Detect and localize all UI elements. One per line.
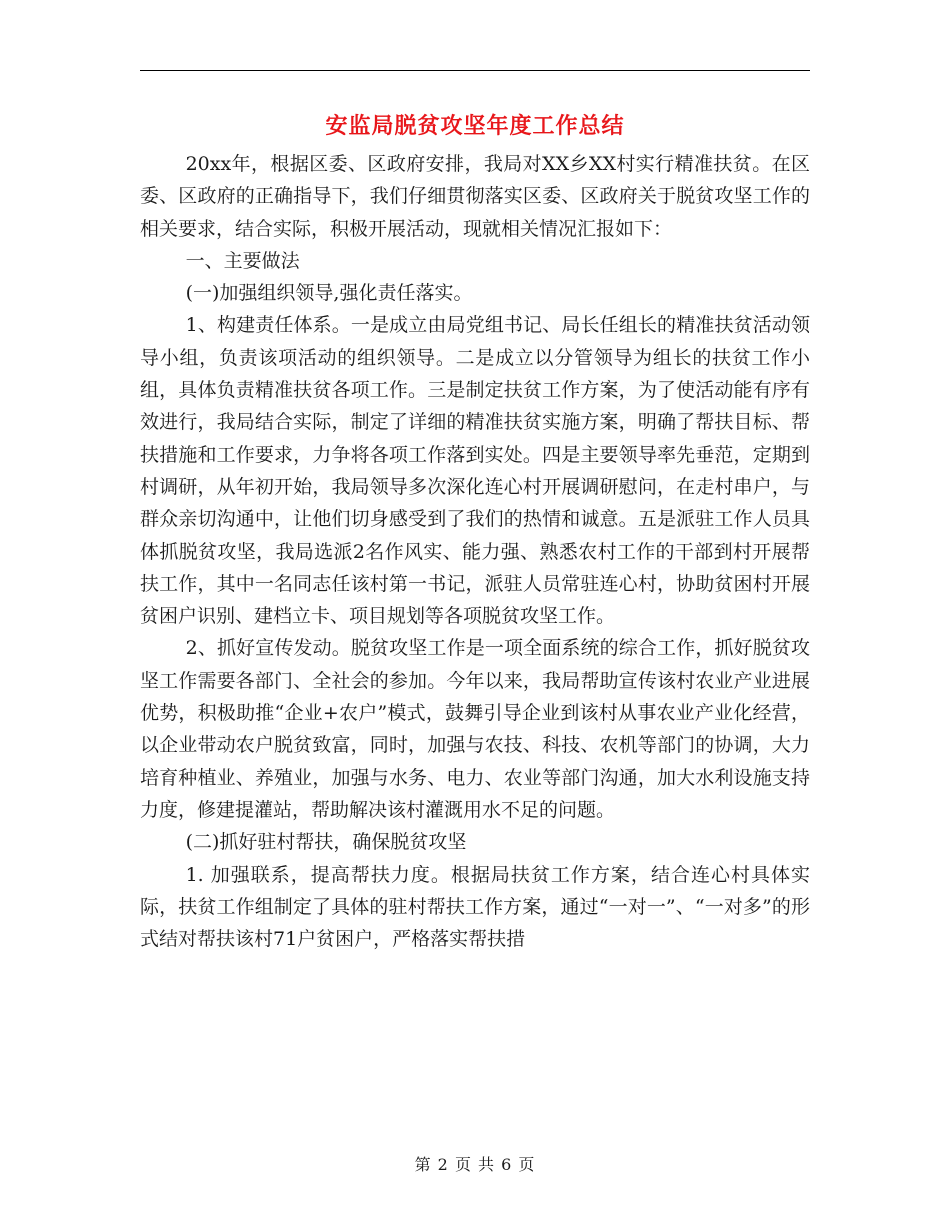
paragraph-intro: 20xx年，根据区委、区政府安排，我局对XX乡XX村实行精准扶贫。在区委、区政府的正确指导下，我们仔细贯彻落实区委、区政府关于脱贫攻坚工作的相关要求，结合实际，积极开展活动，现就相关情况汇报如下： [140,153,810,240]
document-title: 安监局脱贫攻坚年度工作总结 [325,113,625,139]
subheading-village-assistance: (二)抓好驻村帮扶，确保脱贫攻坚 [185,831,467,854]
header-rule [140,70,810,71]
paragraph-publicity: 2、抓好宣传发动。脱贫攻坚工作是一项全面系统的综合工作，抓好脱贫攻坚工作需要各部门、全社会的参加。今年以来，我局帮助宣传该村农业产业进展优势，积极助推“企业+农户”模式，鼓舞引导企业到该村从事农业产业化经营，以企业带动农户脱贫致富，同时，加强与农技、科技、农机等部门的协调，大力培育种植业、养殖业，加强与水务、电力、农业等部门沟通，加大水利设施支持力度，修建提灌站，帮助解决该村灌溉用水不足的问题。 [140,637,810,821]
document-body [140,148,810,955]
paragraph-strengthen-contact: 1. 加强联系，提高帮扶力度。根据局扶贫工作方案，结合连心村具体实际，扶贫工作组制定了具体的驻村帮扶工作方案，通过“一对一”、“一对多”的形式结对帮扶该村71户贫困户，严格落实帮扶措 [140,863,810,951]
paragraph-responsibility-system: 1、构建责任体系。一是成立由局党组书记、局长任组长的精准扶贫活动领导小组，负责该项活动的组织领导。二是成立以分管领导为组长的扶贫工作小组，具体负责精准扶贫各项工作。三是制定扶贫工作方案，为了使活动能有序有效进行，我局结合实际，制定了详细的精准扶贫实施方案，明确了帮扶目标、帮扶措施和工作要求，力争将各项工作落到实处。四是主要领导率先垂范，定期到村调研，从年初开始，我局领导多次深化连心村开展调研慰问，在走村串户，与群众亲切沟通中，让他们切身感受到了我们的热情和诚意。五是派驻工作人员具体抓脱贫攻坚，我局选派2名作风实、能力强、熟悉农村工作的干部到村开展帮扶工作，其中一名同志任该村第一书记，派驻人员常驻连心村，协助贫困村开展贫困户识别、建档立卡、项目规划等各项脱贫攻坚工作。 [140,314,810,628]
heading-main-practices: 一、主要做法 [185,249,300,272]
page-number-footer: 第 2 页 共 6 页 [414,1155,536,1174]
subheading-organization: (一)加强组织领导,强化责任落实。 [185,282,473,305]
